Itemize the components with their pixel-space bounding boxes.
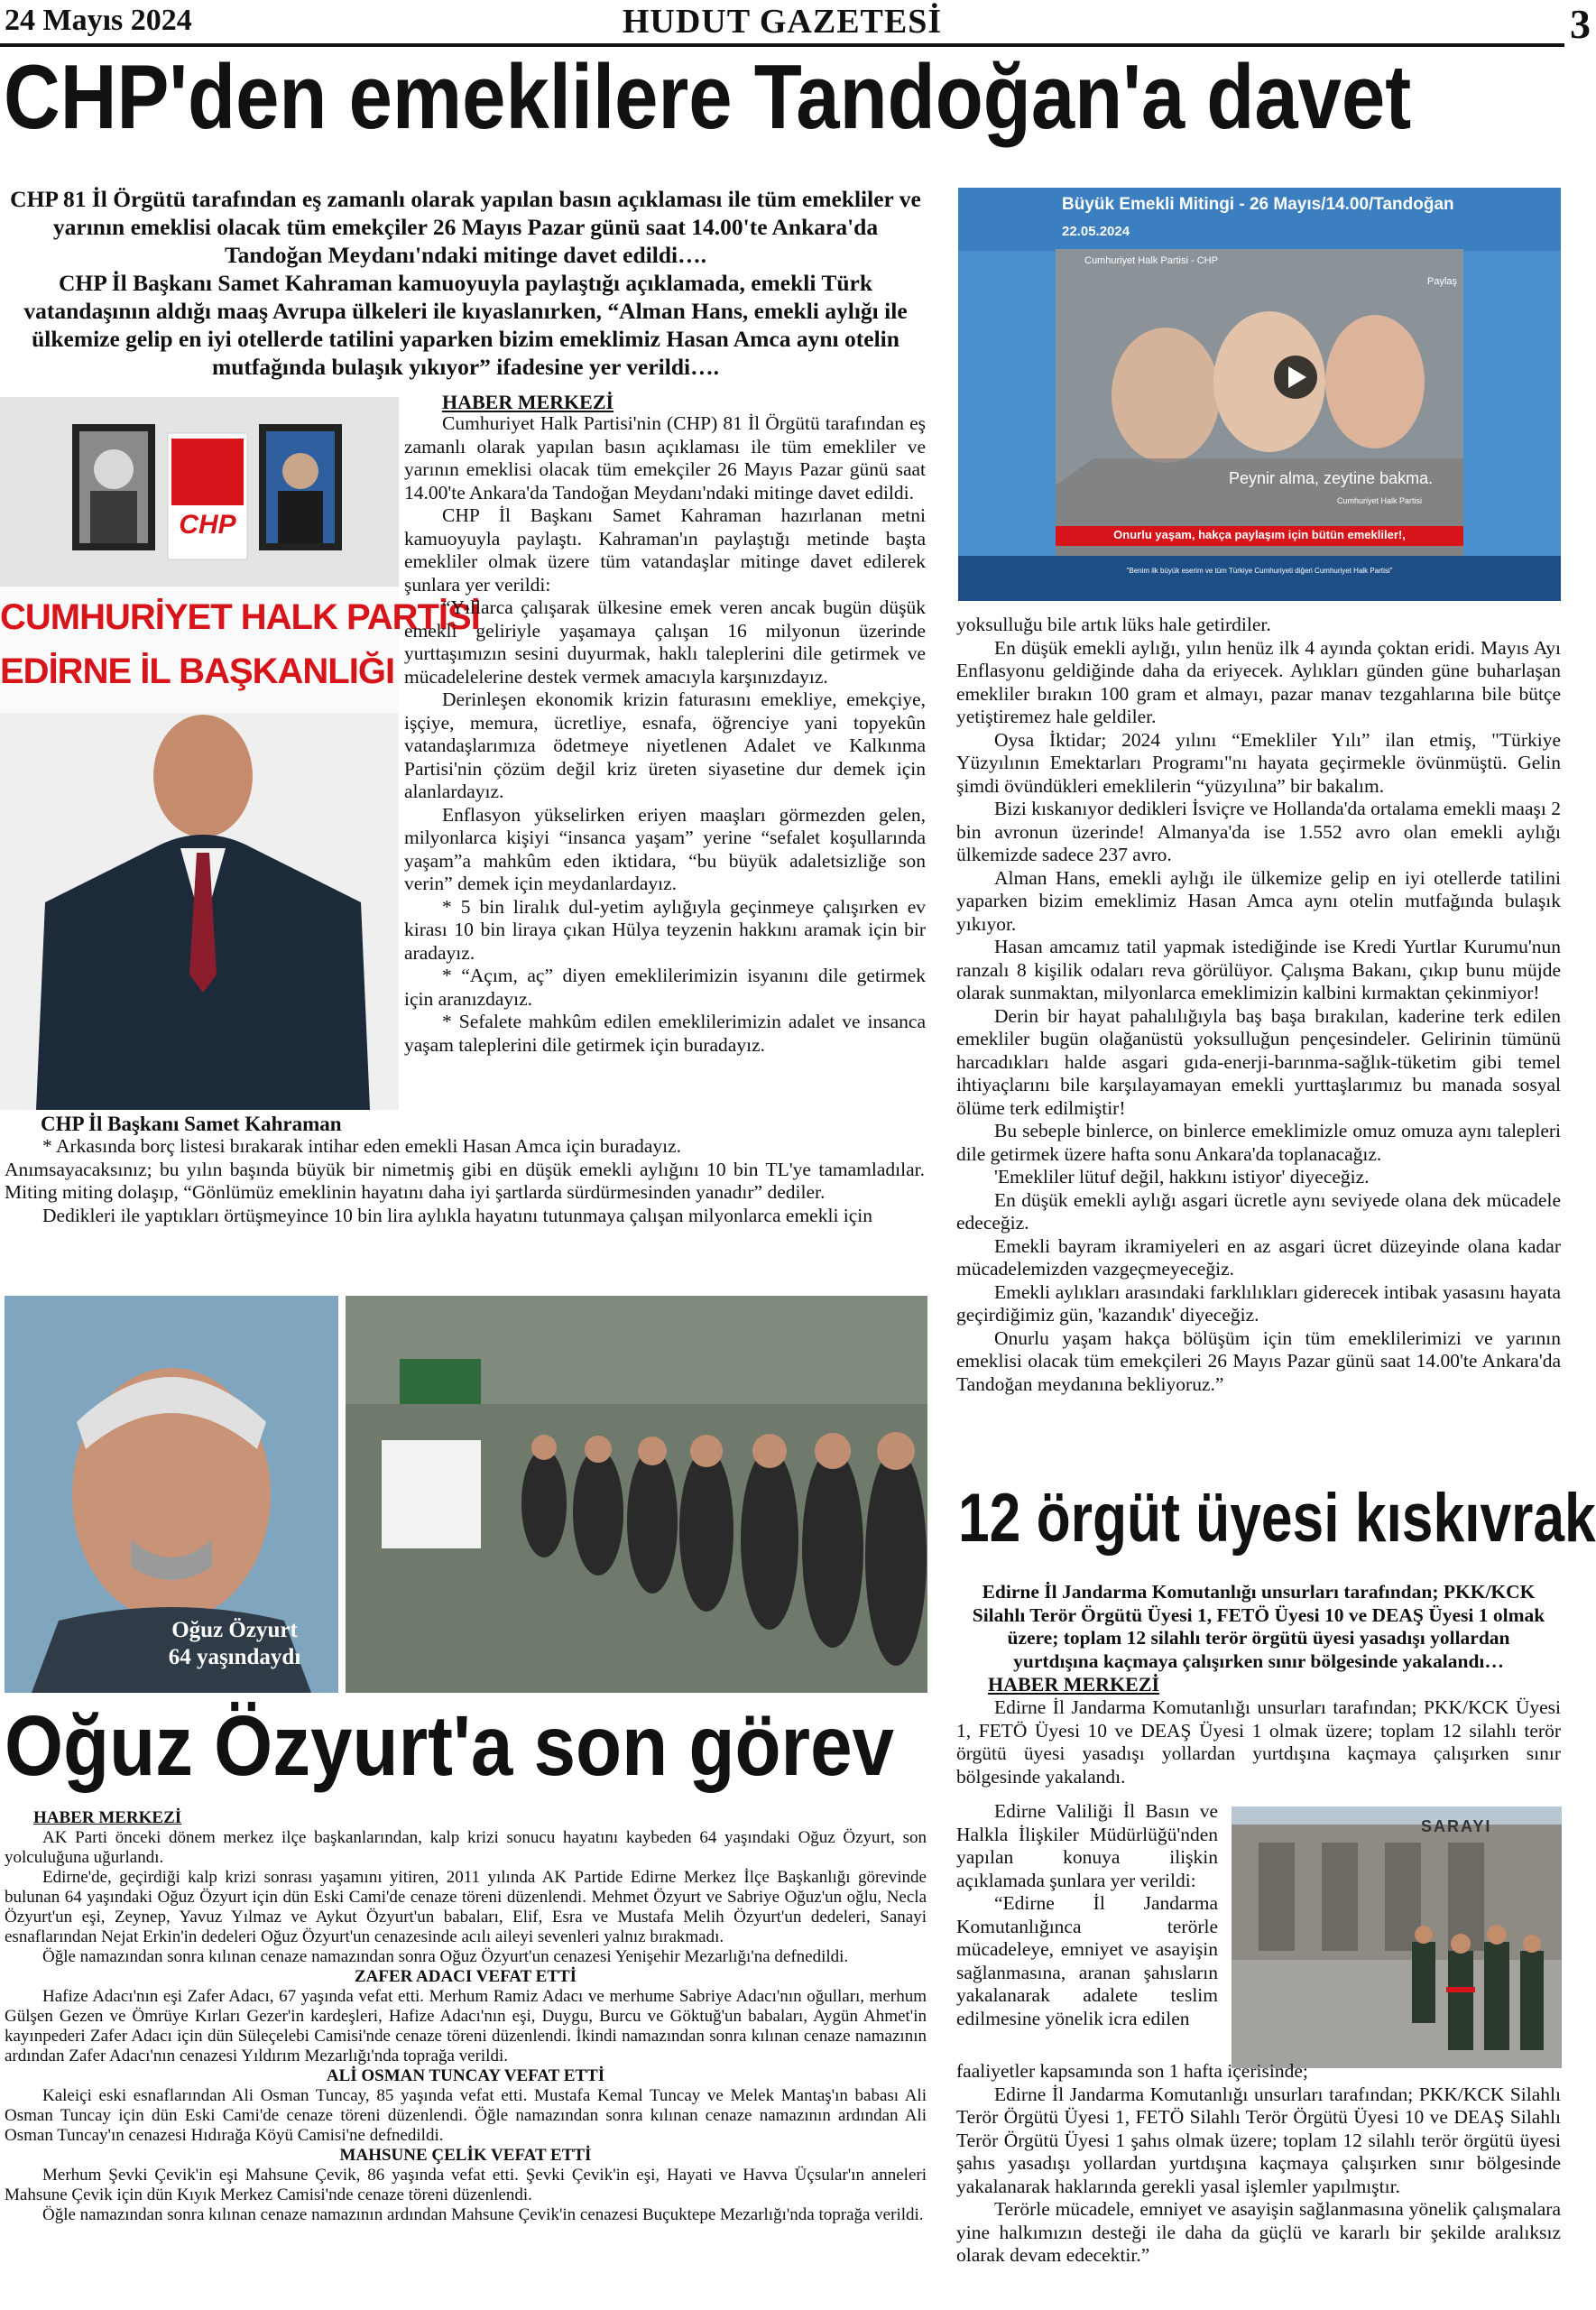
article2-p2: Edirne Valiliği İl Basın ve Halkla İlişkiler Müdürlüğü'nden yapılan konuya ilişkin açıklamada şunlara yer verildi: bbox=[956, 1800, 1218, 1891]
article1-col1-p4: Derinleşen ekonomik krizin faturasını emekliye, emekçiye, işçiye, memura, ücretliye, esnafa, öğrenciye yani topyekûn vatandaşlarımıza ödetmeye niyetlenen Adalet ve Kalkınma Partisi'nin çözüm değil kriz üreten siyasetine dur demek için alanlardayız. bbox=[404, 688, 926, 802]
article1-col2-p3: Oysa İktidar; 2024 yılını “Emekliler Yılı” ilan etmiş, "Türkiye Yüzyılının Emektarları Programı"nı hayata geçirmekle övünmüştü. Gelin şimdi övündükleri emeklilerin “yüzyılına” bir bakalım. bbox=[956, 728, 1561, 797]
article2-p1: Edirne İl Jandarma Komutanlığı unsurları tarafından; PKK/KCK Üyesi 1, FETÖ Üyesi 10 ve DEAŞ Üyesi 1 olmak üzere; toplam 12 silahlı terör örgütü üyesi yasadışı yollardan yurtdışına kaçmaya çalışırken sınır bölgesinde yakalandı. bbox=[956, 1696, 1561, 1788]
article3-sub1: ZAFER ADACI VEFAT ETTİ bbox=[354, 1967, 577, 1986]
poster-badge: Cumhuriyet Halk Partisi bbox=[1337, 496, 1423, 505]
poster-date: 22.05.2024 bbox=[1062, 224, 1130, 239]
poster-share: Paylaş bbox=[1427, 276, 1458, 287]
article3-p4: Hafize Adacı'nın eşi Zafer Adacı, 67 yaşında vefat etti. Merhum Ramiz Adacı ve merhume Sabriye Adacı'nın oğulları, merhum Gülşen Gezen ve Ömrüye Kırları Gezer'in kardeşleri, Hafize Adacı'nın eşi, Duygu, Burcu ve Göktuğ'un babaları, Aygün Ahmet'in kayınpederi Zafer Adacı için dün Süleçelebi Camisi'nde cenaze töreni düzenlendi. İkindi namazından sonra kılınan cenaze namazının ardından Zafer Adacı'nın cenazesi Yıldırım Mezarlığı'nda toprağa verildi. bbox=[5, 1987, 927, 2065]
article3-sub2: ALİ OSMAN TUNCAY VEFAT ETTİ bbox=[326, 2066, 605, 2085]
chp-wall-line1: CUMHURİYET HALK PARTİSİ bbox=[0, 597, 480, 637]
article3-headline: Oğuz Özyurt'a son görev bbox=[5, 1698, 895, 1794]
poster-title: Büyük Emekli Mitingi - 26 Mayıs/14.00/Tandoğan bbox=[1062, 195, 1454, 214]
article1-byline: HABER MERKEZİ bbox=[442, 391, 614, 413]
article1-col2-p11: Emekli bayram ikramiyeleri en az asgari ücret düzeyinde olana kadar mücadelemizden vazgeçmeyeceğiz. bbox=[956, 1234, 1561, 1280]
chp-logo-text: CHP bbox=[179, 510, 236, 540]
article1-col2-p1: yoksulluğu bile artık lüks hale getirdiler. bbox=[956, 614, 1271, 635]
article3-p5: Kaleiçi eski esnaflarından Ali Osman Tuncay, 85 yaşında vefat etti. Mustafa Kemal Tuncay ve Melek Mantaş'ın babası Ali Osman Tuncay için dün Eski Cami'de cenaze töreni düzenlendi. Öğle namazından sonra kılınan cenaze namazının ardından Ali Osman Tuncay'ın cenazesi Hıdırağa Köyü Camisi'ne defnedildi. bbox=[5, 2086, 927, 2145]
article2-p5: Edirne İl Jandarma Komutanlığı unsurları tarafından; PKK/KCK Silahlı Terör Örgütü Üyesi 1, FETÖ Silahlı Terör Örgütü Üyesi 10 ve DEAŞ Silahlı Terör Örgütü Üyesi 1 şahıs olmak üzere; toplam 12 silahlı terör örgütü üyesi şahıs yasadışı yollardan yurtdışına kaçmaya çalışırken sınır bölgesinde yakalanarak haklarında gerekli yasal işlemler yapılmıştır. bbox=[956, 2083, 1561, 2197]
article1-headline: CHP'den emeklilere Tandoğan'a davet bbox=[4, 47, 1412, 148]
article1-lead-p1: CHP 81 İl Örgütü tarafından eş zamanlı olarak yapılan basın açıklaması ile tüm emekliler ve yarının emeklisi olacak tüm emekçiler 26 Mayıs Pazar günü saat 14.00'te Ankara'da Tandoğan Meydanı'ndaki mitinge davet edildi…. bbox=[10, 186, 921, 268]
funeral-photo bbox=[346, 1296, 927, 1693]
article1-column2 bbox=[956, 614, 1561, 1396]
article3-p6: Merhum Şevki Çevik'in eşi Mahsune Çevik, 86 yaşında vefat etti. Şevki Çevik'in eşi, Hayati ve Havva Üçsular'ın anneleri Mahsune Çevik için dün Kıyık Merkez Camisi'nde cenaze töreni düzenlendi. bbox=[5, 2166, 927, 2204]
article2-rest bbox=[956, 2060, 1561, 2268]
article2-byline: HABER MERKEZİ bbox=[988, 1673, 1160, 1696]
ozyurt-caption-name: Oğuz Özyurt bbox=[171, 1618, 298, 1642]
article3-byline: HABER MERKEZİ bbox=[33, 1808, 182, 1827]
article3-p3: Öğle namazından sonra kılınan cenaze namazından sonra Oğuz Özyurt'un cenazesi Yenişehir Mezarlığı'na defnedildi. bbox=[42, 1947, 849, 1966]
article2-lead: Edirne İl Jandarma Komutanlığı unsurları tarafından; PKK/KCK Silahlı Terör Örgütü Üyesi 1, FETÖ Üyesi 10 ve DEAŞ Üyesi 1 olmak üzere; toplam 12 silahlı terör örgütü üyesi yasadışı yollardan yurtdışına kaçmaya çalışırken sınır bölgesinde yakalandı… bbox=[972, 1581, 1545, 1672]
article1-wide-text bbox=[5, 1135, 925, 1227]
article2-p3: “Edirne İl Jandarma Komutanlığınca terörle mücadeleye, emniyet ve asayişin sağlanmasına, aranan şahısların yakalanarak adalete teslim edilmesine yönelik icra edilen bbox=[956, 1892, 1218, 2029]
article2-p2-block bbox=[956, 1800, 1218, 2030]
article3-sub3: MAHSUNE ÇELİK VEFAT ETTİ bbox=[339, 2146, 592, 2165]
ozyurt-portrait bbox=[5, 1296, 338, 1693]
article1-col2-p10: En düşük emekli aylığı asgari ücretle aynı seviyede olana dek mücadele edeceğiz. bbox=[956, 1188, 1561, 1234]
ozyurt-caption-age: 64 yaşındaydı bbox=[168, 1645, 301, 1669]
article1-col2-p4: Bizi kıskanıyor dedikleri İsviçre ve Hollanda'da ortalama emekli maaşı 2 bin avronun üzerinde! Almanya'da ise 1.552 avro olan emekli aylığı ülkemizde sadece 237 avro. bbox=[956, 798, 1561, 865]
article1-col1-p8: * Sefalete mahkûm edilen emeklilerimizin adalet ve insanca yaşam taleplerini dile getirmek için buradayız. bbox=[404, 1011, 926, 1056]
article1-wide-p3: Dedikleri ile yaptıkları örtüşmeyince 10 bin lira aylıkla hayatını tutunmaya çalışan milyonlarca emekli için bbox=[42, 1204, 873, 1226]
article1-col1-p2: CHP İl Başkanı Samet Kahraman hazırlanan metni kamuoyuyla paylaştı. Kahraman'ın paylaştığı metinde başta emekliler olmak üzere tüm vatandaşlar mitinge davet edilerek şunlara yer verildi: bbox=[404, 504, 926, 596]
poster-subtitle: Peynir alma, zeytine bakma. bbox=[1229, 469, 1434, 487]
article3-p7: Öğle namazından sonra kılınan cenaze namazının ardından Mahsune Çevik'in cenazesi Buçuktepe Mezarlığı'nda toprağa verildi. bbox=[42, 2205, 924, 2224]
article1-col1-p1: Cumhuriyet Halk Partisi'nin (CHP) 81 İl Örgütü tarafından eş zamanlı olarak yapılan basın açıklaması ile tüm emekliler ve yarının emeklisi olacak tüm emekçiler 26 Mayıs Pazar günü saat 14.00'te Ankara'da Tandoğan Meydanı'ndaki mitinge davet edildi. bbox=[404, 412, 926, 504]
kahraman-photo-caption: CHP İl Başkanı Samet Kahraman bbox=[41, 1113, 342, 1135]
issue-date: 24 Mayıs 2024 bbox=[5, 4, 192, 37]
article1-col2-p8: Bu sebeple binlerce, on binlerce emeklimizle omuz omuza aynı talepleri dile getirmek üzere hafta sonu Ankara'da toplanacağız. bbox=[956, 1120, 1561, 1165]
article3-p1: AK Parti önceki dönem merkez ilçe başkanlarından, kalp krizi sonucu hayatını kaybeden 64 yaşındaki Oğuz Özyurt, son yolculuğuna uğurlandı. bbox=[5, 1828, 927, 1867]
article2-p4: faaliyetler kapsamında son 1 hafta içerisinde; bbox=[956, 2060, 1308, 2082]
article2-p1-block bbox=[956, 1696, 1561, 1788]
article1-wide-p2: Anımsayacaksınız; bu yılın başında büyük bir nimetmiş gibi en düşük emekli aylığını 10 bin TL'ye tamamladılar. Miting miting dolaşıp, “Gönlümüz emeklinin hayatını daha iyi şartlarda sürdürmesinden yanadır” dediler. bbox=[5, 1158, 925, 1203]
poster-banner: Onurlu yaşam, hakça paylaşım için bütün emekliler!, bbox=[1113, 528, 1406, 541]
article1-wide-p1: * Arkasında borç listesi bırakarak intihar eden emekli Hasan Amca için buradayız. bbox=[42, 1135, 682, 1157]
article1-col1-p6: * 5 bin liralık dul-yetim aylığıyla geçinmeye çalışırken ev kirası 10 bin liraya çıkan Hülya teyzenin hakkını aramak için bir aradayız. bbox=[404, 895, 926, 964]
article1-col2-p9: 'Emekliler lütuf değil, hakkını istiyor' diyeceğiz. bbox=[994, 1166, 1370, 1187]
poster-channel: Cumhuriyet Halk Partisi - CHP bbox=[1084, 255, 1218, 266]
article3-p2: Edirne'de, geçirdiği kalp krizi sonrası yaşamını yitiren, 2011 yılında AK Partide Edirne Merkez İlçe Başkanlığı görevinde bulunan 64 yaşındaki Oğuz Özyurt için dün Eski Cami'de cenaze töreni düzenlendi. Mehmet Özyurt ve Sabriye Oğuz'un oğlu, Necla Özyurt'un eşi, Zeynep, Yavuz Yılmaz ve Aykut Özyurt'un babaları, Elif, Esra ve Mustafa Melih Özyurt'un dedeleri, Sanayi esnaflarından Nejat Erkin'in dedeleri Oğuz Özyurt'un cenazesinde acılı aileyi sevenleri yalnız bırakmadı. bbox=[5, 1868, 927, 1946]
article1-col2-p12: Emekli aylıkları arasındaki farklılıkları giderecek intibak yasasını hayata geçirdiğimiz gün, 'kazandık' diyeceğiz. bbox=[956, 1280, 1561, 1326]
article1-lead bbox=[9, 185, 922, 381]
article1-col2-p7: Derin bir hayat pahalılığıyla baş başa bırakılan, kaderine terk edilen emekliler bugün olağanüstü yoksulluğun pençesindeler. Gelirinin tümünü harcadıkları halde asgari gıda-enerji-barınma-sağlık-tüketim gibi temel ihtiyaçlarını bile karşılayamayan emekli yurttaşlarımız bu manada sosyal ölüme terk edilmiştir! bbox=[956, 1004, 1561, 1119]
gendarmerie-photo-image bbox=[1232, 1806, 1562, 2068]
article2-headline: 12 örgüt üyesi kıskıvrak bbox=[958, 1480, 1596, 1557]
article3-body bbox=[5, 1808, 927, 2225]
chp-rally-poster bbox=[958, 188, 1561, 601]
article1-col2-p6: Hasan amcamız tatil yapmak istediğinde ise Kredi Yurtlar Kurumu'nun ranzalı 8 kişilik odaları reva görülüyor. Çalışma Bakanı, çıkıp bunu müjde olarak sunmaktan, milyonlarca emeklimizin kalbini kırmaktan çekinmiyor! bbox=[956, 936, 1561, 1003]
article1-col1-p7: * “Açım, aç” diyen emeklilerimizin isyanını dile getirmek için aranızdayız. bbox=[404, 965, 926, 1010]
article1-lead-p2: CHP İl Başkanı Samet Kahraman kamuoyuyla paylaştığı açıklamada, emekli Türk vatandaşının aldığı maaş Avrupa ülkeleri ile kıyaslanırken, “Alman Hans, emekli aylığı ile ülkemize gelip en iyi otellerde tatilini yaparken bizim emeklimiz Hasan Amca aynı otelin mutfağında bulaşık yıkıyor” ifadesine yer verildi…. bbox=[23, 270, 908, 380]
chp-wall-line2: EDİRNE İL BAŞKANLIĞI bbox=[0, 651, 395, 691]
poster-footer: "Benim ilk büyük eserim ve tüm Türkiye Cumhuriyeti diğeri Cumhuriyet Halk Partisi" bbox=[1126, 567, 1393, 575]
article1-col1-p3: “Yıllarca çalışarak ülkesine emek veren ancak bugün düşük emekli geliriyle yaşamaya çalışan 16 milyonun üzerinde yurttaşımızın sesini duyurmak, haklı taleplerini dile getirmek ve mücadelelerine destek vermek amacıyla karşınızdayız. bbox=[404, 596, 926, 688]
ozyurt-caption bbox=[140, 1617, 329, 1671]
courthouse-sign: SARAYI bbox=[1421, 1817, 1492, 1835]
newspaper-name: HUDUT GAZETESİ bbox=[622, 3, 943, 41]
article1-col1-p5: Enflasyon yükselirken eriyen maaşları görmezden gelen, milyonlarca kişiyi “insanca yaşam” yerine “sefalet koşullarında yaşam”a mahkûm eden iktidara, “bu büyük adaletsizliğe son verin” demek için meydanlardayız. bbox=[404, 803, 926, 894]
article2-p6: Terörle mücadele, emniyet ve asayişin sağlanmasına yönelik çalışmalara yine halkımızın desteği ile daha da güçlü ve kararlı bir şekilde aralıksız olarak devam edecektir.” bbox=[956, 2198, 1561, 2266]
funeral-photo-image bbox=[346, 1296, 927, 1693]
page-number: 3 bbox=[1570, 1, 1591, 47]
kahraman-photo bbox=[0, 397, 480, 1110]
gendarmerie-photo bbox=[1232, 1806, 1562, 2068]
article1-column1 bbox=[404, 412, 926, 1057]
article1-col2-p5: Alman Hans, emekli aylığı ile ülkemize gelip en iyi otellerde tatilini yaparken bizim emeklimiz Hasan Amca aynı otelin mutfağında bulaşık yıkıyor. bbox=[956, 866, 1561, 935]
article1-col2-p13: Onurlu yaşam hakça bölüşüm için tüm emeklilerimizi ve yarının emeklisi olacak tüm emekçileri 26 Mayıs Pazar günü saat 14.00'te Ankara'da Tandoğan meydanına bekliyoruz.” bbox=[956, 1326, 1561, 1395]
kahraman-photo-image bbox=[0, 397, 480, 1110]
article1-col2-p2: En düşük emekli aylığı, yılın henüz ilk 4 ayında çoktan eridi. Mayıs Ayı Enflasyonu geldiğinde daha da eriyecek. Aylıkları günden güne buharlaşan emekliler bırakın 100 gram et almayı, pazar manav tezgahlarına bile bütçe yetiştiremez hale geldiler. bbox=[956, 636, 1561, 727]
